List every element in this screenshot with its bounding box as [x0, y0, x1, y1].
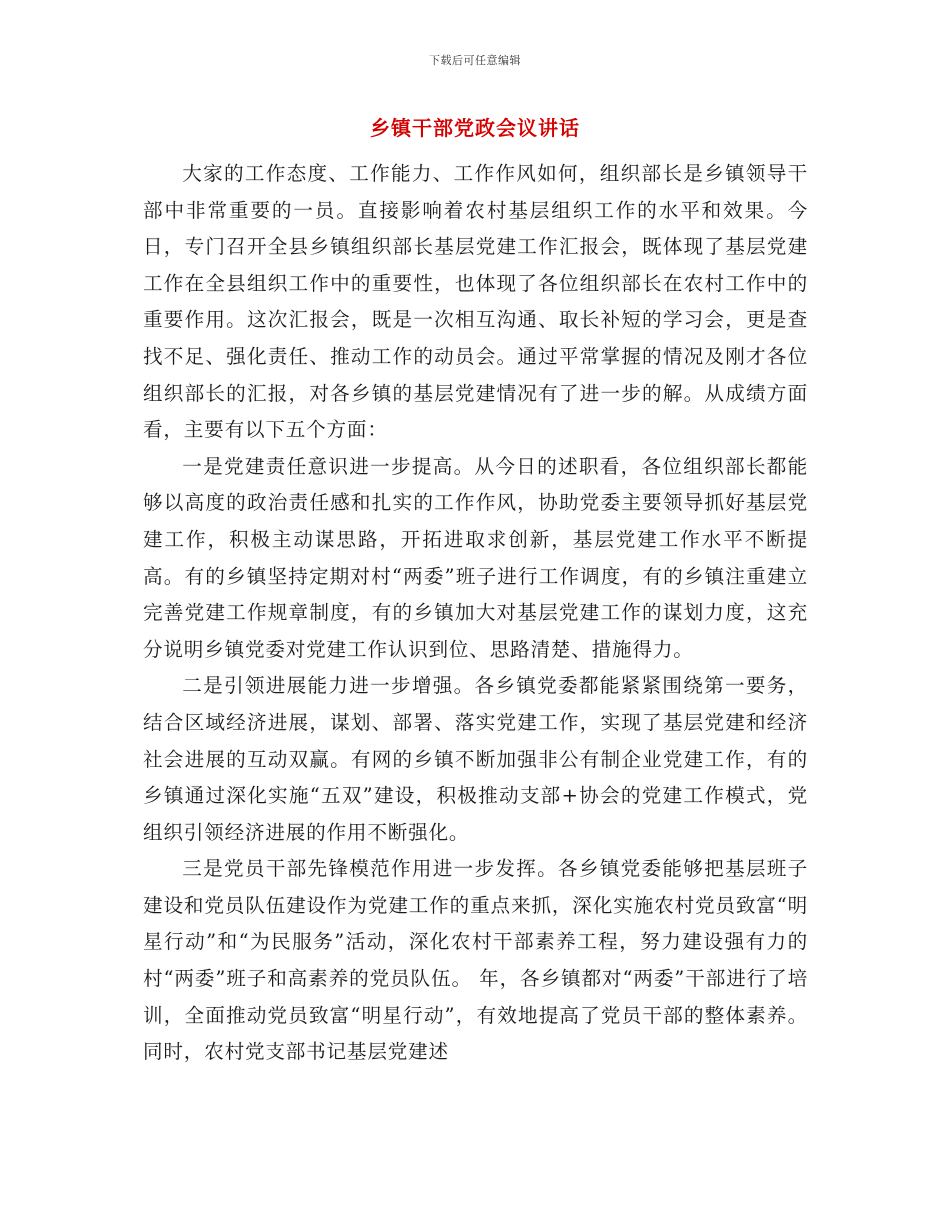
- paragraph-point-3: 三是党员干部先锋模范作用进一步发挥。各乡镇党委能够把基层班子建设和党员队伍建设作为党建工作的重点来抓，深化实施农村党员致富“明星行动”和“为民服务”活动，深化农村干部素养工程，努力建设强有力的村“两委”班子和高素养的党员队伍。 年，各乡镇都对“两委”干部进行了培训，全面推动党员致富“明星行动”，有效地提高了党员干部的整体素养。同时，农村党支部书记基层党建述: [143, 857, 808, 1064]
- paragraph-point-2: 二是引领进展能力进一步增强。各乡镇党委都能紧紧围绕第一要务，结合区域经济进展，谋划、部署、落实党建工作，实现了基层党建和经济社会进展的互动双赢。有网的乡镇不断加强非公有制企业党建工作，有的乡镇通过深化实施“五双”建设，积极推动支部+协会的党建工作模式，党组织引领经济进展的作用不断强化。: [143, 674, 808, 844]
- document-title: 乡镇干部党政会议讲话: [370, 116, 580, 140]
- paragraph-point-1: 一是党建责任意识进一步提高。从今日的述职看，各位组织部长都能够以高度的政治责任感和扎实的工作作风，协助党委主要领导抓好基层党建工作，积极主动谋思路，开拓进取求创新，基层党建工作水平不断提高。有的乡镇坚持定期对村“两委”班子进行工作调度，有的乡镇注重建立完善党建工作规章制度，有的乡镇加大对基层党建工作的谋划力度，这充分说明乡镇党委对党建工作认识到位、思路清楚、措施得力。: [143, 454, 808, 661]
- header-note: 下载后可任意编辑: [429, 54, 521, 67]
- paragraph-intro: 大家的工作态度、工作能力、工作作风如何，组织部长是乡镇领导干部中非常重要的一员。直接影响着农村基层组织工作的水平和效果。今日，专门召开全县乡镇组织部长基层党建工作汇报会，既体现了基层党建工作在全县组织工作中的重要性，也体现了各位组织部长在农村工作中的重要作用。这次汇报会，既是一次相互沟通、取长补短的学习会，更是查找不足、强化责任、推动工作的动员会。通过平常掌握的情况及刚才各位组织部长的汇报，对各乡镇的基层党建情况有了进一步的解。从成绩方面看，主要有以下五个方面：: [143, 162, 808, 442]
- document-body: [143, 156, 808, 1071]
